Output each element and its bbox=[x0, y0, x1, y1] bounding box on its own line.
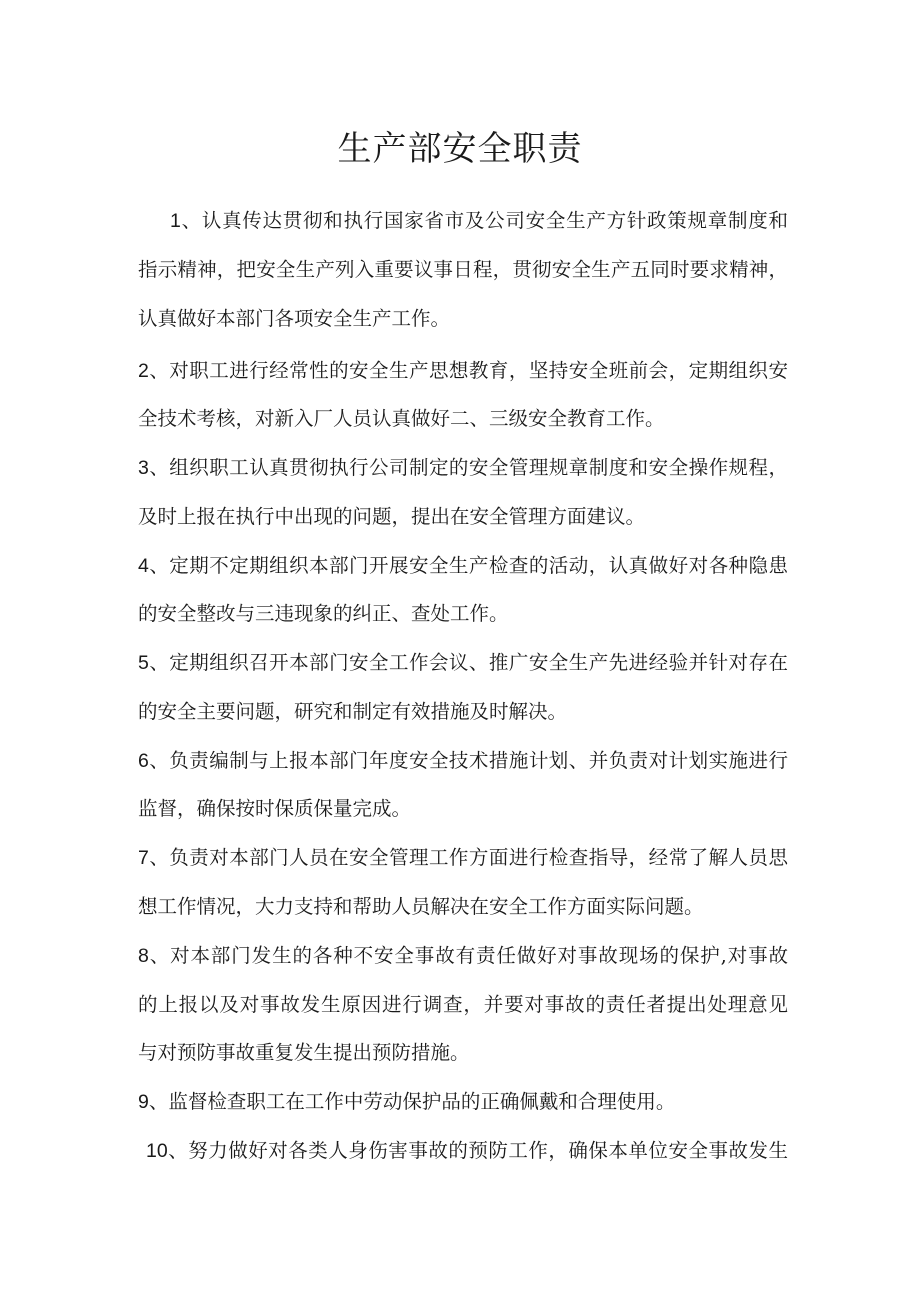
paragraph-3-number: 3 bbox=[138, 457, 149, 479]
paragraph-2-line-2: 全技术考核，对新入厂人员认真做好二、三级安全教育工作。 bbox=[138, 407, 665, 430]
paragraph-5-line-1 bbox=[138, 648, 788, 678]
paragraph-9-number: 9 bbox=[138, 1091, 149, 1113]
paragraph-8-line-2: 的上报以及对事故发生原因进行调查，并要对事故的责任者提出处理意见 bbox=[138, 993, 788, 1016]
paragraph-8-text-1: 、对本部门发生的各种不安全事故有责任做好对事故现场的保护,对事故 bbox=[148, 944, 788, 967]
paragraph-10-text-1: 、努力做好对各类人身伤害事故的预防工作，确保本单位安全事故发生 bbox=[167, 1139, 788, 1162]
paragraph-4-line-2: 的安全整改与三违现象的纠正、查处工作。 bbox=[138, 602, 509, 625]
paragraph-6-line-2: 监督，确保按时保质保量完成。 bbox=[138, 797, 412, 820]
paragraph-1-number: 1 bbox=[170, 210, 181, 232]
paragraph-7-number: 7 bbox=[138, 847, 149, 869]
paragraph-7-line-1 bbox=[138, 843, 788, 873]
paragraph-3-line-2: 及时上报在执行中出现的问题，提出在安全管理方面建议。 bbox=[138, 505, 646, 528]
paragraph-5-number: 5 bbox=[138, 652, 149, 674]
paragraph-7-text-1: 、负责对本部门人员在安全管理工作方面进行检查指导，经常了解人员思 bbox=[148, 846, 788, 869]
document-title: 生产部安全职责 bbox=[337, 129, 583, 169]
paragraph-9-line-1 bbox=[138, 1087, 788, 1117]
paragraph-1-text-1: 、认真传达贯彻和执行国家省市及公司安全生产方针政策规章制度和 bbox=[180, 209, 788, 232]
paragraph-2-number: 2 bbox=[138, 360, 149, 382]
paragraph-3-line-1 bbox=[138, 453, 788, 483]
paragraph-4-line-1 bbox=[138, 551, 788, 581]
paragraph-5-line-2: 的安全主要问题，研究和制定有效措施及时解决。 bbox=[138, 700, 568, 723]
paragraph-6-line-1 bbox=[138, 746, 788, 776]
paragraph-7-line-2: 想工作情况，大力支持和帮助人员解决在安全工作方面实际问题。 bbox=[138, 895, 704, 918]
paragraph-1-line-2: 指示精神，把安全生产列入重要议事日程，贯彻安全生产五同时要求精神， bbox=[138, 258, 788, 281]
paragraph-1-line-1 bbox=[170, 206, 788, 236]
paragraph-8-number: 8 bbox=[138, 945, 149, 967]
paragraph-6-number: 6 bbox=[138, 750, 149, 772]
paragraph-6-text-1: 、负责编制与上报本部门年度安全技术措施计划、并负责对计划实施进行 bbox=[148, 749, 788, 772]
paragraph-8-line-3: 与对预防事故重复发生提出预防措施。 bbox=[138, 1041, 470, 1064]
paragraph-3-text-1: 、组织职工认真贯彻执行公司制定的安全管理规章制度和安全操作规程， bbox=[148, 456, 788, 479]
paragraph-4-number: 4 bbox=[138, 555, 149, 577]
paragraph-8-line-1 bbox=[138, 941, 788, 971]
paragraph-2-text-1: 、对职工进行经常性的安全生产思想教育，坚持安全班前会，定期组织安 bbox=[148, 359, 788, 382]
paragraph-10-number: 10 bbox=[146, 1140, 168, 1162]
paragraph-1-line-3: 认真做好本部门各项安全生产工作。 bbox=[138, 307, 451, 330]
paragraph-10-line-1 bbox=[146, 1136, 788, 1166]
paragraph-5-text-1: 、定期组织召开本部门安全工作会议、推广安全生产先进经验并针对存在 bbox=[148, 651, 788, 674]
paragraph-4-text-1: 、定期不定期组织本部门开展安全生产检查的活动，认真做好对各种隐患 bbox=[148, 554, 788, 577]
paragraph-2-line-1 bbox=[138, 356, 788, 386]
paragraph-9-text-1: 、监督检查职工在工作中劳动保护品的正确佩戴和合理使用。 bbox=[148, 1090, 676, 1113]
